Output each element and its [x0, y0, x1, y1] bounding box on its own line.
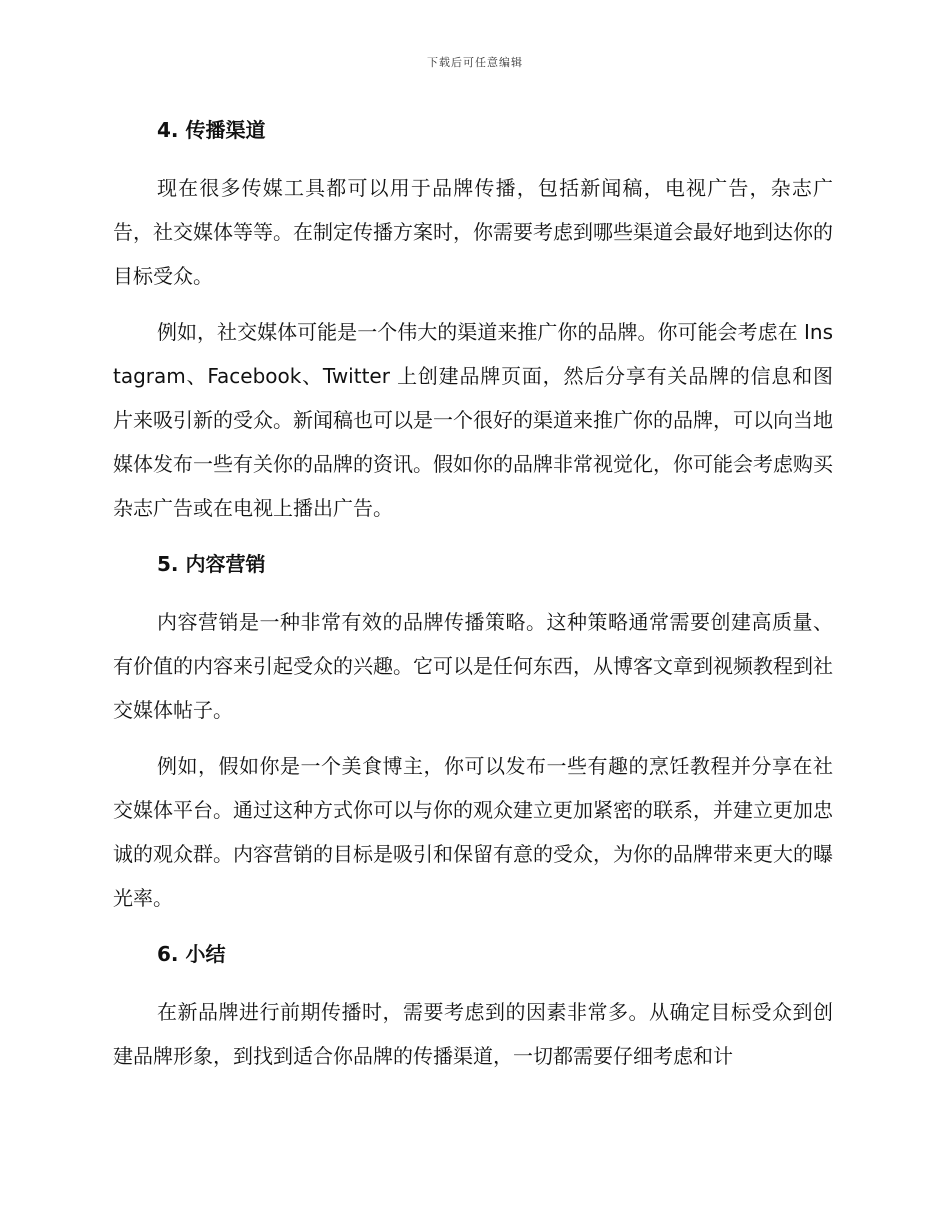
paragraph: 内容营销是一种非常有效的品牌传播策略。这种策略通常需要创建高质量、有价值的内容来引起受众的兴趣。它可以是任何东西，从博客文章到视频教程到社交媒体帖子。: [113, 610, 833, 722]
page-header: 下载后可任意编辑: [427, 56, 523, 69]
document-body: [113, 108, 833, 1090]
section-heading-content-marketing: 5. 内容营销: [157, 552, 266, 576]
section-heading-summary: 6. 小结: [157, 942, 226, 966]
paragraph: 现在很多传媒工具都可以用于品牌传播，包括新闻稿，电视广告，杂志广告，社交媒体等等。在制定传播方案时，你需要考虑到哪些渠道会最好地到达你的目标受众。: [113, 176, 833, 288]
paragraph: 例如，假如你是一个美食博主，你可以发布一些有趣的烹饪教程并分享在社交媒体平台。通过这种方式你可以与你的观众建立更加紧密的联系，并建立更加忠诚的观众群。内容营销的目标是吸引和保留有意的受众，为你的品牌带来更大的曝光率。: [113, 754, 833, 910]
paragraph: 例如，社交媒体可能是一个伟大的渠道来推广你的品牌。你可能会考虑在 Instagram、Facebook、Twitter 上创建品牌页面，然后分享有关品牌的信息和图片来吸引新的受众。新闻稿也可以是一个很好的渠道来推广你的品牌，可以向当地媒体发布一些有关你的品牌的资讯。假如你的品牌非常视觉化，你可能会考虑购买杂志广告或在电视上播出广告。: [113, 320, 833, 520]
section-heading-channels: 4. 传播渠道: [157, 118, 266, 142]
paragraph: 在新品牌进行前期传播时，需要考虑到的因素非常多。从确定目标受众到创建品牌形象，到找到适合你品牌的传播渠道，一切都需要仔细考虑和计: [113, 1000, 833, 1068]
